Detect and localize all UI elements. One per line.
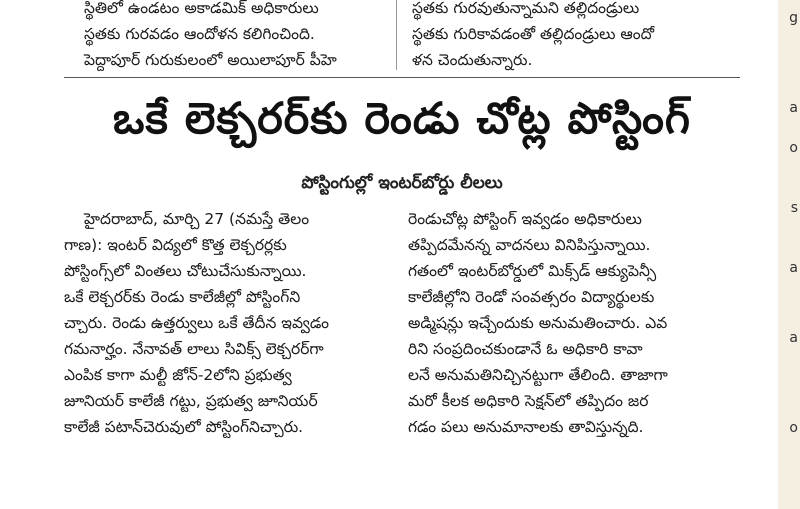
- text-line: రిని సంప్రదించకుండానే ఓ అధికారి కావా: [408, 340, 643, 358]
- side-glyph: g: [789, 10, 798, 26]
- text-line: గమనార్హం. నేనావత్ లాలు సివిక్స్ లెక్చరర్‌గా: [64, 340, 324, 358]
- article-body-left-column: [64, 206, 384, 440]
- text-line: కాలేజీల్లోని రెండో సంవత్సరం విద్యార్థులకు: [408, 288, 655, 306]
- side-glyph: a: [789, 100, 798, 116]
- article-subheadline: పోస్టింగుల్లో ఇంటర్‌బోర్డు లీలలు: [301, 173, 503, 193]
- previous-article-left-column: [84, 0, 394, 73]
- side-glyph: o: [789, 420, 798, 436]
- side-glyph: o: [789, 140, 798, 156]
- text-line: మరో కీలక అధికారి సెక్షన్‌లో తప్పిదం జర: [408, 392, 649, 410]
- text-line: ఎంపిక కాగా మల్టీ జోన్-2లోని ప్రభుత్వ: [64, 366, 292, 384]
- text-line: గాణ): ఇంటర్ విద్యలో కొత్త లెక్చరర్లకు: [64, 236, 287, 254]
- column-divider: [396, 0, 397, 70]
- text-line: హైదరాబాద్, మార్చి 27 (నమస్తే తెలం: [84, 210, 310, 228]
- side-glyph: a: [789, 330, 798, 346]
- text-line: స్థతకు గురికావడంతో తల్లిదండ్రులు ఆందో: [412, 25, 655, 43]
- text-line: గడం పలు అనుమానాలకు తావిస్తున్నది.: [408, 418, 644, 436]
- text-line: తప్పిదమేనన్న వాదనలు వినిపిస్తున్నాయి.: [408, 236, 651, 254]
- text-line: పెద్దాపూర్ గురుకులంలో అయిలాపూర్ పీహె: [84, 51, 337, 69]
- text-line: స్థతకు గురవుతున్నామని తల్లిదండ్రులు: [412, 0, 640, 17]
- text-line: రెండుచోట్ల పోస్టింగ్ ఇవ్వడం అధికారులు: [408, 210, 642, 228]
- text-line: స్థితిలో ఉండటం అకాడమిక్ అధికారులు: [84, 0, 319, 17]
- side-glyph: s: [790, 200, 798, 216]
- previous-article-right-column: [412, 0, 732, 73]
- text-line: కాలేజీ పటాన్‌చెరువులో పోస్టింగ్‌నిచ్చారు.: [64, 418, 304, 436]
- adjacent-column-strip: [778, 0, 800, 509]
- article-body-right-column: [408, 206, 733, 440]
- text-line: ళన చెందుతున్నారు.: [412, 51, 533, 69]
- section-divider: [64, 77, 740, 78]
- text-line: అడ్మిషన్లు ఇచ్చేందుకు అనుమతించారు. ఎవ: [408, 314, 668, 332]
- side-glyph: a: [789, 260, 798, 276]
- text-line: జూనియర్ కాలేజీ గట్టు, ప్రభుత్వ జూనియర్: [64, 392, 318, 410]
- text-line: లనే అనుమతినిచ్చినట్టుగా తేలింది. తాజాగా: [408, 366, 668, 384]
- text-line: ఒకే లెక్చరర్‌కు రెండు కాలేజీల్లో పోస్టింగ్‌ని: [64, 288, 301, 306]
- text-line: గతంలో ఇంటర్‌బోర్డులో మిక్స్‌డ్ ఆక్యుపెన్సీ: [408, 262, 657, 280]
- text-line: చ్చారు. రెండు ఉత్తర్వులు ఒకే తేదీన ఇవ్వడం: [64, 314, 329, 332]
- text-line: స్థతకు గురవడం ఆందోళన కలిగించింది.: [84, 25, 315, 43]
- text-line: పోస్టింగ్స్‌లో వింతలు చోటుచేసుకున్నాయి.: [64, 262, 307, 280]
- article-headline: ఒకే లెక్చరర్‌కు రెండు చోట్ల పోస్టింగ్: [112, 94, 691, 144]
